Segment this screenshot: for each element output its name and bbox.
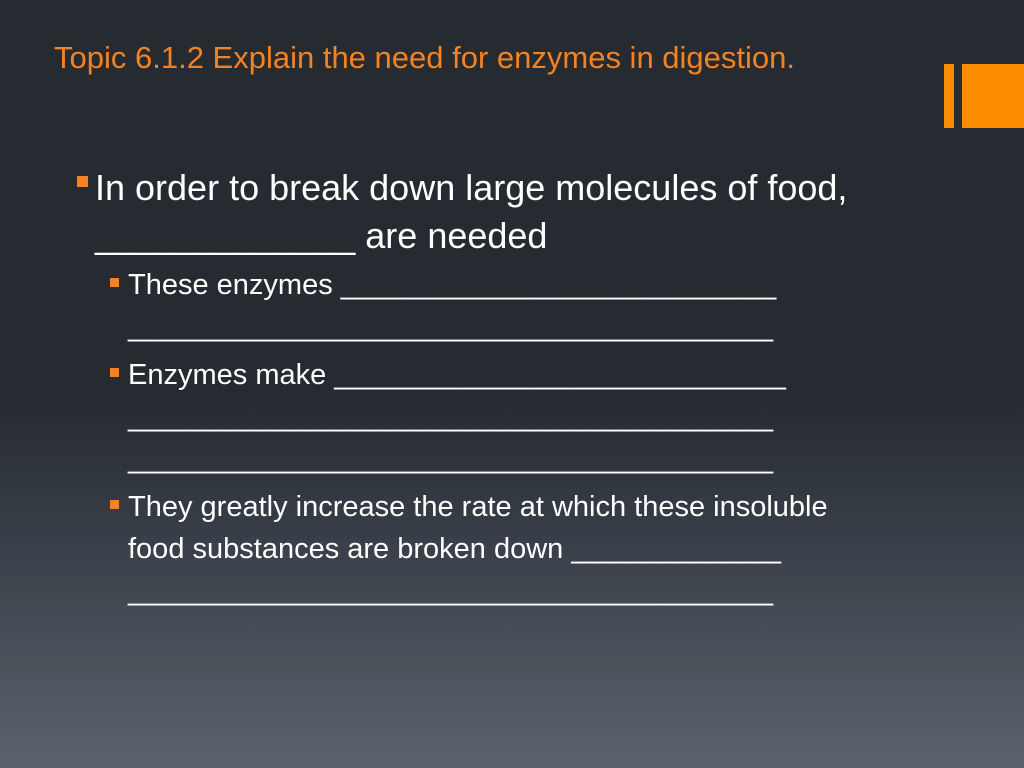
sub-bullet-line: ________________________________________ xyxy=(128,311,774,343)
sub-bullet-rate xyxy=(128,486,1008,612)
slide-title: Topic 6.1.2 Explain the need for enzymes in digestion. xyxy=(54,40,796,75)
square-bullet-icon xyxy=(110,500,119,509)
sub-bullet-line: ________________________________________ xyxy=(128,443,774,475)
sub-bullet-line: ________________________________________ xyxy=(128,401,774,433)
sub-bullet-line: These enzymes ___________________________ xyxy=(128,269,777,301)
main-bullet-line-1: In order to break down large molecules of food, xyxy=(95,167,848,208)
accent-bar-thick xyxy=(962,64,1024,128)
square-bullet-icon xyxy=(110,368,119,377)
sub-bullet-line: They greatly increase the rate at which these insoluble xyxy=(128,491,828,523)
square-bullet-icon xyxy=(110,278,119,287)
sub-bullet-enzymes xyxy=(128,264,1008,348)
square-bullet-icon xyxy=(77,176,88,187)
sub-bullet-line: Enzymes make ____________________________ xyxy=(128,359,786,391)
main-bullet-line-2: _____________ are needed xyxy=(95,215,548,256)
sub-bullet-line: food substances are broken down _____________ xyxy=(128,533,782,565)
main-bullet xyxy=(95,164,975,260)
accent-bar-thin xyxy=(944,64,954,128)
sub-bullet-line: ________________________________________ xyxy=(128,575,774,607)
sub-bullet-enzymes-make xyxy=(128,354,1008,480)
